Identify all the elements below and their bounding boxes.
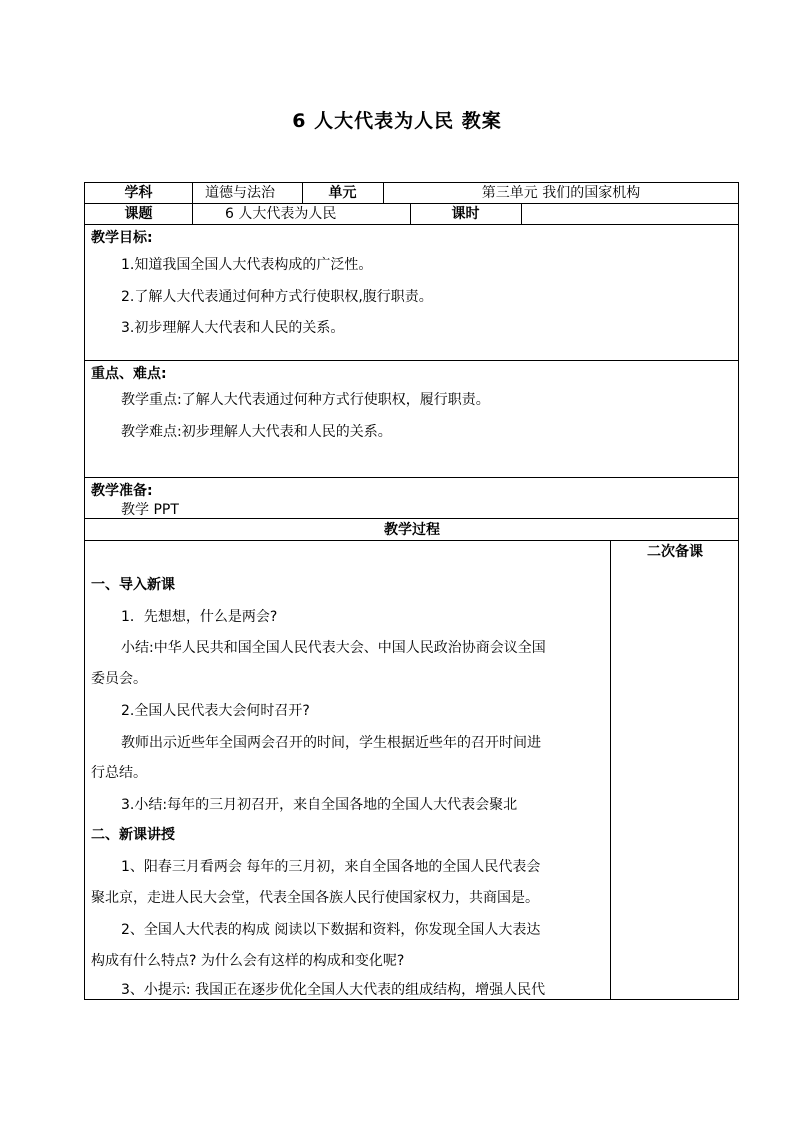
page-title: 6 人大代表为人民 教案 xyxy=(292,110,502,132)
process-line: 小结:中华人民共和国全国人民代表大会、中国人民政治协商会议全国 xyxy=(121,640,546,656)
unit-value: 第三单元 我们的国家机构 xyxy=(481,185,641,201)
process-line: 教师出示近些年全国两会召开的时间，学生根据近些年的召开时间进 xyxy=(121,735,541,751)
key-point-item: 教学重点:了解人大代表通过何种方式行使职权，履行职责。 xyxy=(121,392,490,408)
col-divider xyxy=(610,540,611,1000)
lesson-plan-table xyxy=(84,182,739,1000)
process-line: 构成有什么特点? 为什么会有这样的构成和变化呢? xyxy=(91,953,405,969)
row-divider xyxy=(85,224,738,225)
objective-item: 2.了解人大代表通过何种方式行使职权,腹行职责。 xyxy=(121,289,433,305)
topic-value: 6 人大代表为人民 xyxy=(225,206,337,222)
process-line: 2、全国人大代表的构成 阅读以下数据和资料，你发现全国人大表达 xyxy=(121,922,541,938)
process-line: 2.全国人民代表大会何时召开? xyxy=(121,703,310,719)
row-divider xyxy=(85,518,738,519)
objectives-heading: 教学目标: xyxy=(91,230,153,246)
process-line: 3.小结:每年的三月初召开，来自全国各地的全国人大代表会聚北 xyxy=(121,797,518,813)
process-line: 委员会。 xyxy=(91,671,147,687)
process-line: 行总结。 xyxy=(91,765,147,781)
topic-label: 课题 xyxy=(124,206,153,222)
row-divider xyxy=(85,360,738,361)
period-label: 课时 xyxy=(451,206,480,222)
row-divider xyxy=(85,203,738,204)
subject-label: 学科 xyxy=(124,185,153,201)
subject-value: 道德与法治 xyxy=(205,185,275,201)
process-line: 1．先想想，什么是两会? xyxy=(121,609,278,625)
key-point-item: 教学难点:初步理解人大代表和人民的关系。 xyxy=(121,424,392,440)
row-divider xyxy=(85,540,738,541)
col-divider xyxy=(192,183,193,203)
key-points-heading: 重点、难点: xyxy=(91,366,167,382)
process-line: 聚北京，走进人民大会堂，代表全国各族人民行使国家权力，共商国是。 xyxy=(91,890,539,906)
preparation-value: 教学 PPT xyxy=(121,502,179,518)
unit-label: 单元 xyxy=(328,185,357,201)
process-line: 3、小提示: 我国正在逐步优化全国人大代表的组成结构，增强人民代 xyxy=(121,982,546,998)
process-line: 二、新课讲授 xyxy=(91,827,175,843)
row-divider xyxy=(85,477,738,478)
objective-item: 1.知道我国全国人大代表构成的广泛性。 xyxy=(121,257,373,273)
col-divider xyxy=(521,203,522,224)
col-divider xyxy=(192,203,193,224)
second-prep-heading: 二次备课 xyxy=(647,544,703,560)
preparation-heading: 教学准备: xyxy=(91,483,153,499)
process-heading: 教学过程 xyxy=(384,522,440,538)
process-line: 一、导入新课 xyxy=(91,577,175,593)
process-line: 1、阳春三月看两会 每年的三月初，来自全国各地的全国人民代表会 xyxy=(121,859,541,875)
objective-item: 3.初步理解人大代表和人民的关系。 xyxy=(121,320,345,336)
